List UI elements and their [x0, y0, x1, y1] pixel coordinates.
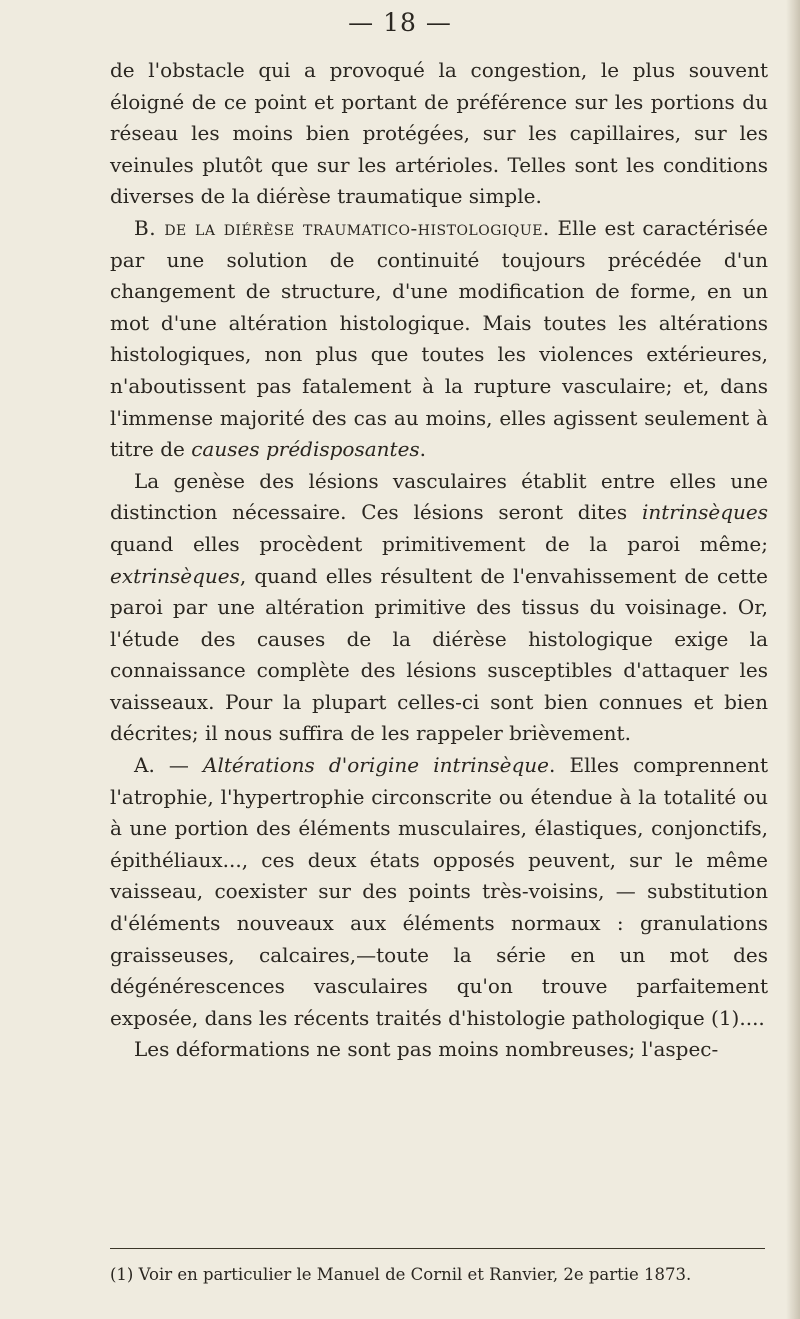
- paragraph-4: [110, 750, 768, 1034]
- paragraph-3-text-c: , quand elles résultent de l'envahissement de cette paroi par une altération primitive des tissus du voisinage. Or, l'étude des causes de la diérèse histologique exige la connaissance complète des lésions susceptibles d'attaquer les vaisseaux. Pour la plupart celles-ci sont bien connues et bien décrites; il nous suffira de les rappeler brièvement.: [110, 563, 768, 746]
- body-text: [110, 55, 768, 1066]
- section-heading-b: B. de la diérèse traumatico-histologique.: [134, 215, 550, 240]
- paragraph-3-text-b: quand elles procèdent primitivement de la paroi même;: [110, 531, 768, 556]
- page-edge: [786, 0, 800, 1319]
- section-heading-a: A. —: [134, 753, 203, 778]
- paragraph-3: [110, 466, 768, 750]
- section-title-intrinseque: Altérations d'origine intrinsèque: [203, 753, 550, 778]
- footnote-rule: [110, 1248, 765, 1249]
- paragraph-2: [110, 213, 768, 466]
- page-number: — 18 —: [348, 8, 452, 37]
- paragraph-4-text: . Elles comprennent l'atrophie, l'hypertrophie circonscrite ou étendue à la totalité ou à une portion des éléments musculaires, élastiques, conjonctifs, épithéliaux..., ces deux états opposés peuvent, sur le même vaisseau, coexister sur des points très-voisins, — substitution d'éléments nouveaux aux éléments normaux : granulations graisseuses, calcaires,—toute la série en un mot des dégénérescences vasculaires qu'on trouve parfaitement exposée, dans les récents traités d'histologie pathologique (1)....: [110, 753, 768, 1030]
- term-intrinseques: intrinsèques: [641, 500, 768, 525]
- footnote: (1) Voir en particulier le Manuel de Cornil et Ranvier, 2e partie 1873.: [110, 1265, 692, 1284]
- paragraph-3-text-a: La genèse des lésions vasculaires établit entre elles une distinction nécessaire. Ces lésions seront dites: [110, 468, 768, 525]
- paragraph-2-text: Elle est caractérisée par une solution de continuité toujours précédée d'un changement de structure, d'une modification de forme, en un mot d'une altération histologique. Mais toutes les altérations histologiques, non plus que toutes les violences extérieures, n'aboutissent pas fatalement à la rupture vasculaire; et, dans l'immense majorité des cas au moins, elles agissent seulement à titre de: [110, 215, 769, 462]
- paragraph-1: de l'obstacle qui a provoqué la congestion, le plus souvent éloigné de ce point et portant de préférence sur les portions du réseau les moins bien protégées, sur les capillaires, sur les veinules plutôt que sur les artérioles. Telles sont les conditions diverses de la diérèse traumatique simple.: [110, 58, 768, 209]
- paragraph-2-emphasis: causes prédisposantes: [191, 437, 420, 462]
- paragraph-5: Les déformations ne sont pas moins nombreuses; l'aspec-: [134, 1037, 719, 1062]
- paragraph-2-end: .: [419, 437, 427, 462]
- term-extrinseques: extrinsèques: [110, 563, 240, 588]
